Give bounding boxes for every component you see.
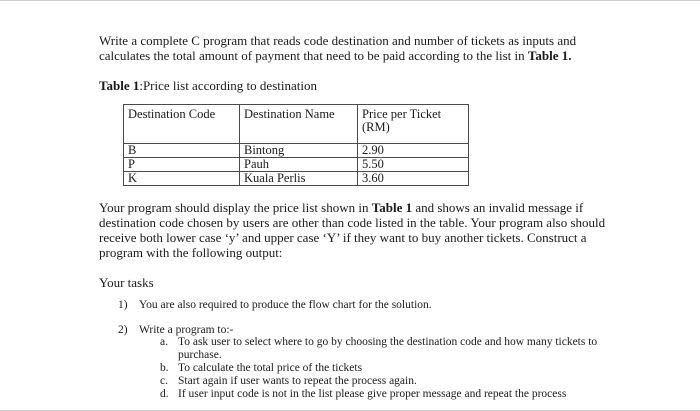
subtask-d-text: If user input code is not in the list please give proper message and repeat the process	[178, 388, 567, 400]
subtask-b-marker: b.	[160, 362, 169, 374]
requirements-line-4: program with the following output:	[99, 245, 283, 260]
requirements-line-2: destination code chosen by users are other than code listed in the table. Your program also should	[99, 215, 606, 230]
cell-price: 5.50	[358, 158, 469, 172]
intro-line-2	[99, 48, 571, 63]
table-row	[124, 158, 469, 172]
requirements-line-1	[99, 200, 583, 215]
table-row	[124, 172, 469, 186]
tasks-heading: Your tasks	[99, 275, 154, 290]
subtask-a-line-1: To ask user to select where to go by choosing the destination code and how many tickets to	[178, 336, 598, 348]
table-caption-text: :Price list according to destination	[139, 78, 317, 93]
task-1-number: 1)	[118, 299, 128, 311]
cell-code: B	[124, 144, 240, 158]
subtask-c-marker: c.	[160, 375, 168, 387]
cell-name: Kuala Perlis	[240, 172, 358, 186]
cell-price: 2.90	[358, 144, 469, 158]
top-border	[0, 0, 700, 1]
table-caption	[99, 78, 317, 93]
table-header-row	[124, 105, 469, 144]
task-2-text: Write a program to:-	[139, 324, 234, 336]
subtask-b-text: To calculate the total price of the tickets	[178, 362, 363, 374]
requirements-line-1-prefix: Your program should display the price list shown in	[99, 200, 372, 215]
price-table	[123, 104, 469, 186]
table-row	[124, 144, 469, 158]
requirements-line-3: receive both lower case ‘y’ and upper case ‘Y’ if they want to buy another tickets. Construct a	[99, 230, 587, 245]
subtask-d-marker: d.	[160, 388, 169, 400]
header-destination-name: Destination Name	[240, 105, 358, 144]
subtask-a-line-2: purchase.	[178, 349, 222, 361]
intro-line-1: Write a complete C program that reads code destination and number of tickets as inputs and	[99, 33, 577, 48]
cell-name: Bintong	[240, 144, 358, 158]
header-price-per-ticket	[358, 105, 469, 144]
task-2-number: 2)	[118, 324, 128, 336]
header-destination-code: Destination Code	[124, 105, 240, 144]
cell-code: P	[124, 158, 240, 172]
intro-line-2-text: calculates the total amount of payment that need to be paid according to the list in	[99, 48, 528, 63]
task-1-text: You are also required to produce the flow chart for the solution.	[139, 299, 432, 311]
table-caption-label: Table 1	[99, 78, 140, 93]
header-price-line-2: (RM)	[362, 120, 390, 134]
subtask-c-text: Start again if user wants to repeat the process again.	[178, 375, 417, 387]
requirements-table-ref: Table 1	[371, 200, 413, 215]
requirements-line-1-suffix: and shows an invalid message if	[412, 200, 584, 215]
header-price-line-1: Price per Ticket	[362, 107, 442, 121]
cell-code: K	[124, 172, 240, 186]
cell-price: 3.60	[358, 172, 469, 186]
subtask-a-marker: a.	[160, 336, 168, 348]
cell-name: Pauh	[240, 158, 358, 172]
intro-table-ref: Table 1.	[527, 48, 572, 63]
